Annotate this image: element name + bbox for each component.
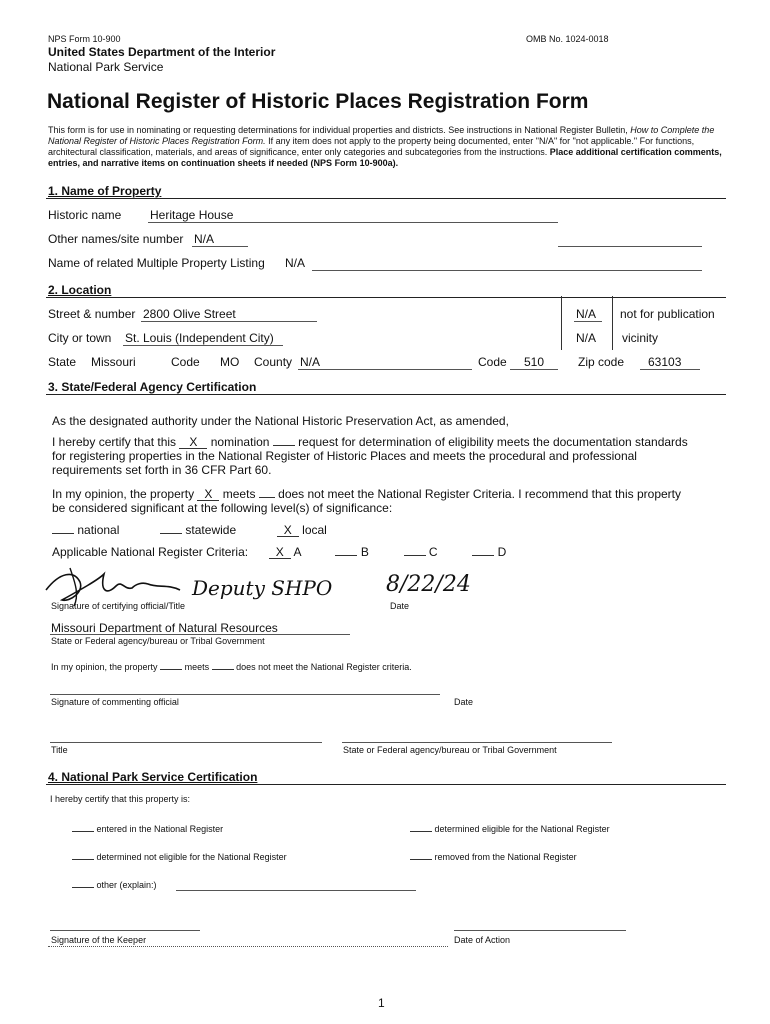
- agency-label: State or Federal agency/bureau or Tribal Government: [51, 636, 265, 646]
- entered-label: entered in the National Register: [96, 824, 224, 834]
- opinion-small-c: does not meet the National Register criteria.: [236, 662, 412, 672]
- state-value: Missouri: [91, 355, 136, 369]
- criteria-label: Applicable National Register Criteria:: [52, 545, 249, 559]
- opinion-line-2: be considered significant at the following level(s) of significance:: [52, 501, 393, 515]
- statewide-check: [160, 533, 182, 534]
- local-label: local: [302, 523, 327, 537]
- intro-lead: This form is for use in nominating or requesting determinations for individual properties and districts. See instructions in National Register Bulletin,: [48, 125, 631, 135]
- intro-paragraph: [48, 125, 726, 169]
- keeper-signature-label: Signature of the Keeper: [51, 935, 147, 945]
- removed-label: removed from the National Register: [434, 852, 577, 862]
- nps-certify: I hereby certify that this property is:: [50, 794, 191, 804]
- county-code-line: [510, 369, 558, 370]
- criteria-d: D: [497, 545, 507, 559]
- location-box-divider-2: [612, 296, 613, 350]
- significance-levels: [52, 523, 327, 537]
- location-box-divider: [561, 296, 562, 350]
- commenting-date-label: Date: [454, 697, 474, 707]
- section-3-rule: [46, 394, 726, 395]
- state-label: State: [48, 355, 77, 369]
- certify-b: nomination: [210, 435, 270, 449]
- mpl-line: [312, 270, 702, 271]
- form-number: NPS Form 10-900: [48, 34, 121, 44]
- zip-line: [640, 369, 700, 370]
- department-line: [50, 634, 350, 635]
- keeper-signature-line: [50, 930, 200, 931]
- intro-bulletin: How to Complete the National Register of Historic Places Registration Form.: [48, 125, 715, 146]
- opinion-small-meets-check: [160, 669, 182, 670]
- section-1-heading: 1. Name of Property: [48, 184, 162, 198]
- signature-title-handwritten: Deputy SHPO: [192, 576, 333, 600]
- na-publication-line: [574, 321, 602, 322]
- date-of-action-label: Date of Action: [454, 935, 511, 945]
- street-label: Street & number: [48, 307, 136, 321]
- section-3-heading: 3. State/Federal Agency Certification: [48, 380, 257, 394]
- section-2-rule: [46, 297, 726, 298]
- city-label: City or town: [48, 331, 112, 345]
- nomination-check: X: [179, 436, 207, 449]
- criteria-c-check: [404, 555, 426, 556]
- opinion-b: meets: [222, 487, 256, 501]
- commenting-signature-line: [50, 694, 440, 695]
- criteria-c: C: [428, 545, 438, 559]
- entered-row: [72, 824, 223, 834]
- other-row: [72, 880, 157, 890]
- agency-label-2: State or Federal agency/bureau or Tribal Government: [343, 745, 557, 755]
- other-names-value: N/A: [194, 232, 215, 246]
- street-line: [141, 321, 317, 322]
- determined-eligible-label: determined eligible for the National Register: [434, 824, 610, 834]
- certifying-date-label: Date: [390, 601, 410, 611]
- opinion-small-b: meets: [184, 662, 210, 672]
- not-eligible-row: [72, 852, 287, 862]
- other-explain-line: [176, 890, 416, 891]
- local-check: X: [277, 524, 299, 537]
- other-label: other (explain:): [96, 880, 157, 890]
- certify-line-2: for registering properties in the National Register of Historic Places and meets the procedural and professional: [52, 449, 637, 463]
- signature-date-handwritten: 8/22/24: [386, 572, 471, 597]
- title-line: [50, 742, 322, 743]
- other-names-label: Other names/site number: [48, 232, 184, 246]
- removed-row: [410, 852, 577, 862]
- street-value: 2800 Olive Street: [143, 307, 236, 321]
- state-department: Missouri Department of Natural Resources: [51, 621, 278, 635]
- intro-middle: If any item does not apply to the property being documented, enter "N/A" for "not applicable." For functions, architectural classification, materials, and areas of significance, enter only categories and subcategories from the instructions.: [48, 136, 695, 157]
- section-1-rule: [46, 198, 726, 199]
- page-title: National Register of Historic Places Registration Form: [47, 90, 589, 113]
- other-check: [72, 887, 94, 888]
- certifying-signature-label: Signature of certifying official/Title: [51, 601, 186, 611]
- county-code-value: 510: [524, 355, 545, 369]
- entered-check: [72, 831, 94, 832]
- state-code-value: MO: [220, 355, 240, 369]
- na-vicinity: N/A: [576, 331, 597, 345]
- title-label: Title: [51, 745, 68, 755]
- zip-value: 63103: [648, 355, 682, 369]
- removed-check: [410, 859, 432, 860]
- opinion-small: [51, 662, 412, 672]
- other-names-line-right: [558, 246, 702, 247]
- opinion-a: In my opinion, the property: [52, 487, 195, 501]
- action-date-line: [454, 930, 626, 931]
- statewide-label: statewide: [185, 523, 237, 537]
- certify-c: request for determination of eligibility meets the documentation standards: [298, 435, 688, 449]
- county-code-label: Code: [478, 355, 507, 369]
- certify-a: I hereby certify that this: [52, 435, 177, 449]
- county-label: County: [254, 355, 293, 369]
- city-value: St. Louis (Independent City): [125, 331, 274, 345]
- section-4-rule: [46, 784, 726, 785]
- not-meet-check: [259, 497, 275, 498]
- state-code-label: Code: [171, 355, 200, 369]
- not-eligible-label: determined not eligible for the National Register: [96, 852, 287, 862]
- vicinity-label: vicinity: [622, 331, 659, 345]
- mpl-value: N/A: [285, 256, 306, 270]
- meets-check: X: [197, 488, 219, 501]
- opinion-c: does not meet the National Register Criteria. I recommend that this property: [278, 487, 681, 501]
- opinion-small-a: In my opinion, the property: [51, 662, 158, 672]
- criteria-a: A: [293, 545, 301, 559]
- criteria-b-check: [335, 555, 357, 556]
- section-4-heading: 4. National Park Service Certification: [48, 770, 258, 784]
- zip-label: Zip code: [578, 355, 625, 369]
- keeper-bottom-rule: [48, 946, 448, 947]
- historic-name-value: Heritage House: [150, 208, 234, 222]
- historic-name-line: [148, 222, 558, 223]
- national-check: [52, 533, 74, 534]
- service-name: National Park Service: [48, 60, 164, 74]
- page-number: 1: [378, 996, 385, 1010]
- historic-name-label: Historic name: [48, 208, 122, 222]
- criteria-d-check: [472, 555, 494, 556]
- criteria-b: B: [360, 545, 369, 559]
- agency-name: United States Department of the Interior: [48, 45, 276, 59]
- national-label: national: [77, 523, 120, 537]
- mpl-label: Name of related Multiple Property Listing: [48, 256, 265, 270]
- section-2-heading: 2. Location: [48, 283, 112, 297]
- not-for-publication: not for publication: [620, 307, 715, 321]
- opinion-line-1: [52, 487, 681, 501]
- certify-line-1: [52, 435, 688, 449]
- county-value: N/A: [300, 355, 321, 369]
- na-publication: N/A: [576, 307, 597, 321]
- commenting-signature-label: Signature of commenting official: [51, 697, 179, 707]
- determined-eligible-row: [410, 824, 610, 834]
- criteria-row: [52, 545, 506, 559]
- designated-authority: As the designated authority under the National Historic Preservation Act, as amended,: [52, 414, 509, 428]
- criteria-a-check: X: [269, 546, 291, 559]
- determined-eligible-check: [410, 831, 432, 832]
- intro-bold: Place additional certification comments, entries, and narrative items on continuation sheets if needed (NPS Form 10-900a).: [48, 147, 722, 168]
- other-names-line: [192, 246, 248, 247]
- agency-line-2: [342, 742, 612, 743]
- opinion-small-not-check: [212, 669, 234, 670]
- omb-number: OMB No. 1024-0018: [526, 34, 609, 44]
- not-eligible-check: [72, 859, 94, 860]
- county-line: [298, 369, 472, 370]
- certify-line-3: requirements set forth in 36 CFR Part 60.: [52, 463, 272, 477]
- city-line: [123, 345, 283, 346]
- request-check: [273, 445, 295, 446]
